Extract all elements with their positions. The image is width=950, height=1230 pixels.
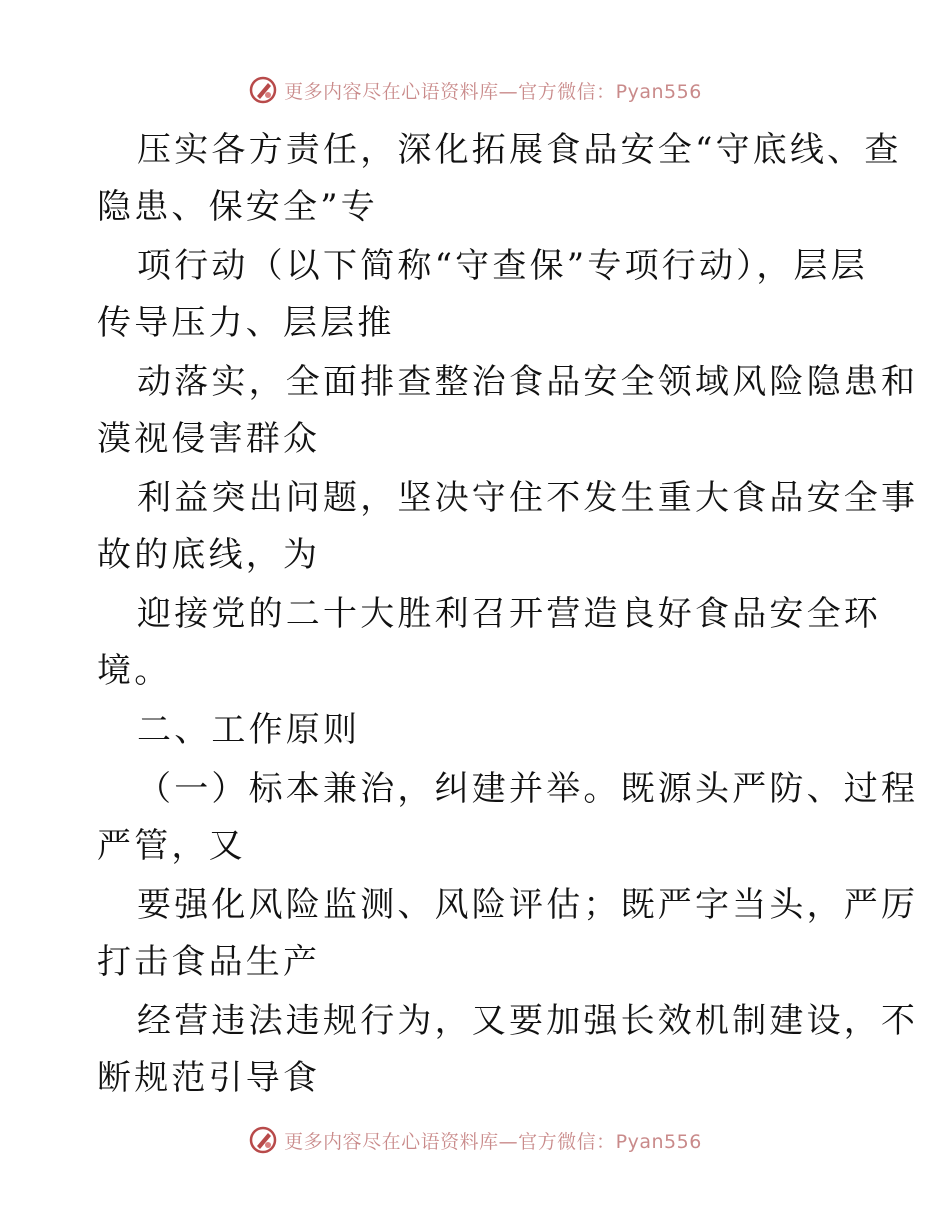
section-heading: 二、工作原则 [137,710,361,750]
text-line: 严管，又 [97,826,246,866]
text-line: 境。 [97,651,172,691]
text-line: 利益突出问题，坚决守住不发生重大食品安全事 [137,478,919,518]
header-banner-text: 更多内容尽在心语资料库—官方微信：Pyan556 [284,80,702,103]
text-line: 要强化风险监测、风险评估；既严字当头，严厉 [137,885,919,925]
text-line: 隐患、保安全”专 [97,187,378,227]
footer-banner [0,1120,950,1160]
header-banner [0,70,950,110]
pen-logo-icon [248,1125,278,1155]
text-line: 打击食品生产 [97,942,321,982]
text-line: 传导压力、层层推 [97,303,395,343]
text-line: 漠视侵害群众 [97,419,321,459]
text-line: （一）标本兼治，纠建并举。既源头严防、过程 [137,769,919,809]
text-line: 迎接党的二十大胜利召开营造良好食品安全环 [137,594,881,634]
footer-banner-text: 更多内容尽在心语资料库—官方微信：Pyan556 [284,1130,702,1153]
text-line: 压实各方责任，深化拓展食品安全“守底线、查 [137,130,902,170]
text-line: 项行动（以下简称“守查保”专项行动），层层 [137,246,868,286]
text-line: 断规范引导食 [97,1058,321,1098]
text-line: 故的底线，为 [97,535,321,575]
text-line: 经营违法违规行为，又要加强长效机制建设，不 [137,1001,919,1041]
pen-logo-icon [248,75,278,105]
text-line: 动落实，全面排查整治食品安全领域风险隐患和 [137,362,919,402]
